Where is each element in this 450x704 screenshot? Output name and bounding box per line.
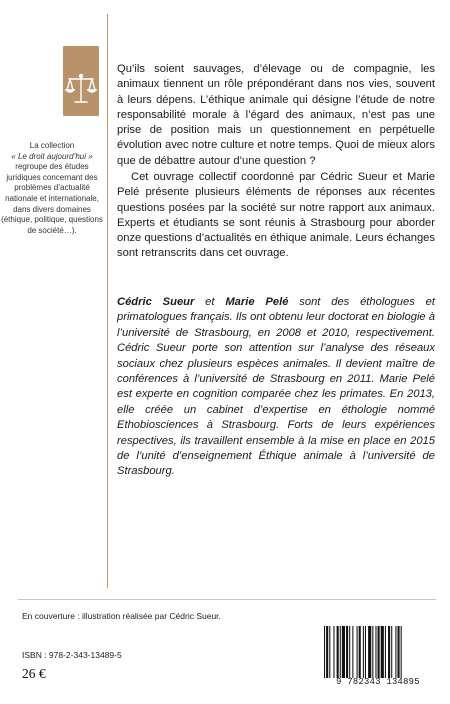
barcode-bar [329, 626, 330, 678]
barcode-bar [346, 626, 348, 678]
barcode-digits: 9 782343 134895 [336, 677, 420, 687]
blurb-paragraph-1: Qu’ils soient sauvages, d’élevage ou de compagnie, les animaux tiennent un rôle prépondérant dans nos vies, souvent à leurs dépens. L’éthique animale qui désigne l’étude de notre responsabilité morale à l’égard des animaux, n’est pas une prise de position mais un questionnement en perpétuelle évolution avec notre culture et notre temps. Quoi de mieux alors que de débattre autour d’une question ? [117, 63, 435, 167]
publisher-logo [63, 46, 99, 116]
barcode-bar [385, 626, 386, 678]
barcode-bar [398, 626, 400, 678]
collection-description: regroupe des études juridiques concernant des problèmes d’actualité nationale et internationale, dans divers domaines (éthique, politique, questions de société…). [1, 162, 103, 235]
barcode-bar [349, 626, 350, 678]
barcode-bar [381, 626, 384, 678]
barcode-bar [375, 626, 376, 678]
barcode-bar [365, 626, 366, 678]
author-bio [117, 295, 435, 480]
barcode-bar [363, 626, 364, 678]
barcode-bar [372, 626, 373, 678]
barcode-bar [324, 626, 325, 678]
barcode-bar [326, 626, 328, 678]
blurb-paragraph-2: Cet ouvrage collectif coordonné par Cédric Sueur et Marie Pelé présente plusieurs éléments de réponses aux récentes questions posées par la société sur notre rapport aux animaux. Experts et étudiants se sont réunis à Strasbourg pour aborder onze questions d’actualités en éthique animale. Leurs échanges sont retranscrits dans cet ouvrage. [117, 171, 435, 260]
author-conjunction: et [194, 296, 226, 308]
barcode-bar [337, 626, 339, 678]
barcode-bar [391, 626, 392, 678]
price: 26 € [22, 666, 46, 681]
barcode-bar [378, 626, 380, 678]
cover-credit: En couverture : illustration réalisée par Cédric Sueur. [22, 611, 221, 621]
barcode-bar [342, 626, 345, 678]
author-name-1: Cédric Sueur [117, 296, 195, 308]
collection-prefix: La collection [29, 141, 75, 150]
barcode-bar [388, 626, 390, 678]
bio-text: sont des éthologues et primatologues français. Ils ont obtenu leur doctorat en biologie à l’université de Strasbourg, en 2008 et 2010, respectivement. Cédric Sueur porte son attention sur l’analyse des réseaux sociaux chez plusieurs espèces animales. Il devient maître de conférences à l’université de Strasbourg en 2011. Marie Pelé est experte en cognition comparée chez les primates. En 2013, elle créée un cabinet d’expertise en éthologie nommé Ethobiosciences à Strasbourg. Forts de leurs expériences respectives, ils travaillent ensemble à la mise en place en 2015 de l’unité d’enseignement Éthique animale à l’université de Strasbourg. [117, 296, 435, 478]
barcode-bar [352, 626, 353, 678]
barcode-bar [359, 626, 361, 678]
author-name-2: Marie Pelé [225, 296, 289, 308]
sidebar-divider [107, 14, 108, 588]
barcode-bar [333, 626, 334, 678]
isbn: ISBN : 978-2-343-13489-5 [22, 650, 122, 660]
barcode-bar [357, 626, 358, 678]
barcode-bar [401, 626, 402, 678]
scales-of-justice-icon [63, 46, 99, 116]
barcode-bar [368, 626, 371, 678]
barcode [322, 626, 434, 678]
barcode-bar [395, 626, 396, 678]
collection-note [0, 141, 104, 236]
collection-name: « Le droit aujourd’hui » [11, 151, 93, 161]
bottom-divider [18, 599, 436, 600]
barcode-bar [340, 626, 341, 678]
